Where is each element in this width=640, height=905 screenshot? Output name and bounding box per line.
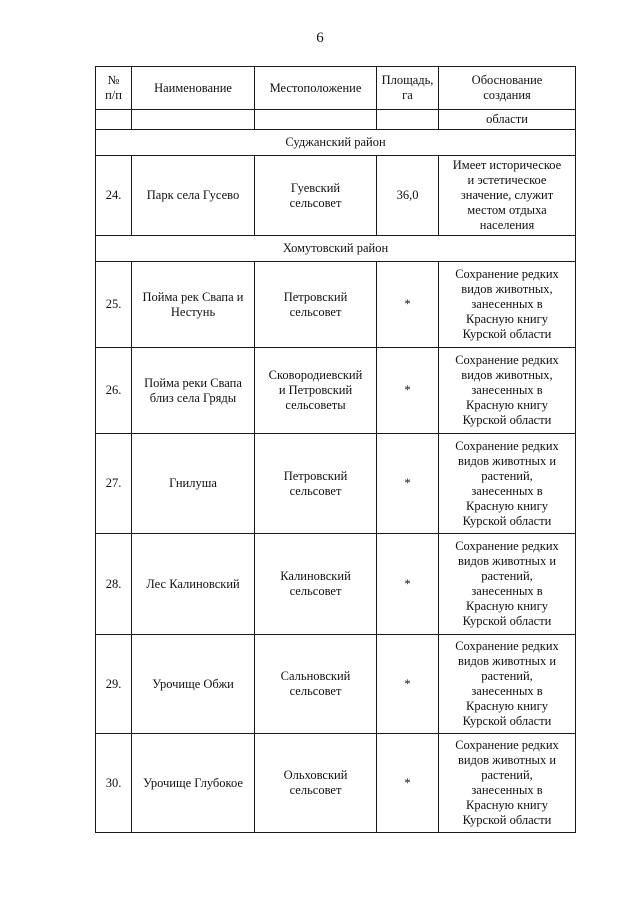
- row-justification: Сохранение редких видов животных и растений, занесенных в Красную книгу Курской области: [439, 635, 576, 734]
- row-location: Петровский сельсовет: [255, 434, 377, 534]
- header-location: Местоположение: [255, 67, 377, 110]
- continuation-row: [96, 110, 576, 130]
- table-row: [96, 635, 576, 734]
- continuation-number-cell: [96, 110, 132, 130]
- row-location: Гуевский сельсовет: [255, 156, 377, 236]
- row-number: 27.: [96, 434, 132, 534]
- continuation-area-cell: [377, 110, 439, 130]
- row-justification: Имеет историческое и эстетическое значение, служит местом отдыха населения: [439, 156, 576, 236]
- header-justification: Обоснование создания: [439, 67, 576, 110]
- header-name: Наименование: [132, 67, 255, 110]
- row-number: 24.: [96, 156, 132, 236]
- row-area: *: [377, 348, 439, 434]
- row-location: Сковородиевский и Петровский сельсоветы: [255, 348, 377, 434]
- row-location: Ольховский сельсовет: [255, 734, 377, 833]
- row-location: Сальновский сельсовет: [255, 635, 377, 734]
- table-row: [96, 156, 576, 236]
- row-area: *: [377, 434, 439, 534]
- district-heading: Хомутовский район: [96, 236, 576, 262]
- table-row: [96, 262, 576, 348]
- table-row: [96, 534, 576, 635]
- row-justification: Сохранение редких видов животных и растений, занесенных в Красную книгу Курской области: [439, 534, 576, 635]
- row-justification: Сохранение редких видов животных и растений, занесенных в Красную книгу Курской области: [439, 734, 576, 833]
- page-number: 6: [316, 30, 324, 46]
- row-area: *: [377, 262, 439, 348]
- continuation-location-cell: [255, 110, 377, 130]
- row-justification: Сохранение редких видов животных, занесенных в Красную книгу Курской области: [439, 348, 576, 434]
- row-number: 30.: [96, 734, 132, 833]
- table-row: [96, 348, 576, 434]
- continuation-name-cell: [132, 110, 255, 130]
- row-number: 26.: [96, 348, 132, 434]
- row-number: 29.: [96, 635, 132, 734]
- row-area: *: [377, 635, 439, 734]
- continuation-justification-cell: области: [439, 110, 576, 130]
- row-area: *: [377, 534, 439, 635]
- district-row-khomutovsky: [96, 236, 576, 262]
- district-row-sudzhansky: [96, 130, 576, 156]
- row-number: 28.: [96, 534, 132, 635]
- header-number: № п/п: [96, 67, 132, 110]
- row-location: Петровский сельсовет: [255, 262, 377, 348]
- row-justification: Сохранение редких видов животных, занесенных в Красную книгу Курской области: [439, 262, 576, 348]
- row-number: 25.: [96, 262, 132, 348]
- row-name: Парк села Гусево: [132, 156, 255, 236]
- table-header-row: [96, 67, 576, 110]
- row-name: Урочище Обжи: [132, 635, 255, 734]
- district-heading: Суджанский район: [96, 130, 576, 156]
- row-name: Урочище Глубокое: [132, 734, 255, 833]
- row-area: 36,0: [377, 156, 439, 236]
- row-name: Лес Калиновский: [132, 534, 255, 635]
- row-name: Пойма реки Свапа близ села Гряды: [132, 348, 255, 434]
- header-area: Площадь, га: [377, 67, 439, 110]
- row-name: Гнилуша: [132, 434, 255, 534]
- row-area: *: [377, 734, 439, 833]
- table-row: [96, 734, 576, 833]
- row-justification: Сохранение редких видов животных и растений, занесенных в Красную книгу Курской области: [439, 434, 576, 534]
- row-location: Калиновский сельсовет: [255, 534, 377, 635]
- table-row: [96, 434, 576, 534]
- row-name: Пойма рек Свапа и Нестунь: [132, 262, 255, 348]
- reserves-table: [95, 66, 576, 833]
